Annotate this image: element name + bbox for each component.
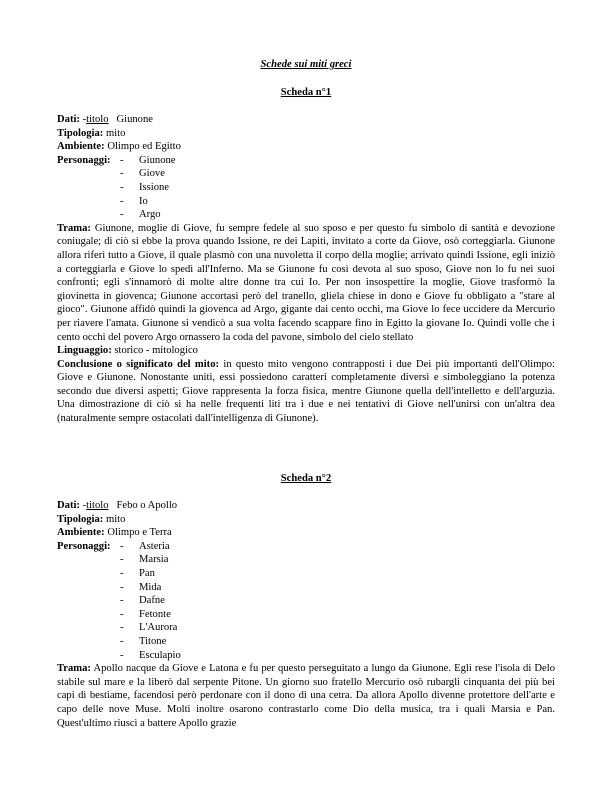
list-bullet: - — [120, 554, 124, 566]
personaggi-item — [57, 208, 555, 222]
dati-dash: - — [82, 114, 87, 125]
personaggio: Dafne — [139, 595, 165, 607]
document-title: Schede sui miti greci — [260, 59, 352, 70]
personaggi-item — [57, 649, 555, 663]
tipologia-value: mito — [105, 513, 126, 525]
dati-label: Dati: — [57, 500, 80, 511]
personaggi-item — [57, 553, 555, 567]
titolo-label: titolo — [86, 114, 109, 125]
dati-label: Dati: — [57, 114, 80, 125]
conclusione-paragraph — [57, 358, 555, 426]
personaggi-item — [57, 608, 555, 622]
list-bullet: - — [120, 608, 124, 620]
titolo-value: Giunone — [116, 114, 153, 125]
personaggio: Titone — [139, 635, 167, 647]
personaggi-item — [57, 154, 555, 168]
conclusione-label: Conclusione o significato del mito: — [57, 358, 220, 370]
trama-paragraph — [57, 222, 555, 344]
trama-text: Giunone, moglie di Giove, fu sempre fedele al suo sposo e per questo fu simbolo di santità e devozione coniugale; di ciò si ebbe la prova quando Issione, re dei Lapiti, invitato a corte da Giove, osò corteggiarla. Giunone allora riferì tutto a Giove, il quale plasmò con una nuvoletta il corpo della moglie; arrivato quindi Issione, egli iniziò a corteggiarla e Giove lo spedì all'Inferno. Ma se Giunone fu così devota al suo sposo, Giove non lo fu nei suoi confronti; egli s'innamorò di molte altre donne tra cui Io. Per non insospettire la moglie, Giove trasformò la giovinetta in giovenca; Giunone accortasi però del tranello, gliela chiese in dono e Giove fu obbligato a "stare al gioco". Giunone affidò quindi la giovenca ad Argo, gigante dai cento occhi, ma Giove lo fece uccidere da Mercurio per riavere l'amata. Giunone si vendicò a sua volta facendo scappare fino in Egitto la giovane Io. Quindi volle che i cento occhi del povero Argo ornassero la coda del pavone, simbolo del cielo stellato — [57, 222, 555, 343]
sheet-1-details — [57, 113, 555, 426]
personaggi-item — [57, 195, 555, 209]
ambiente-value: Olimpo e Terra — [107, 527, 172, 539]
personaggio: Marsia — [139, 554, 169, 566]
sheet-2 — [57, 472, 555, 486]
list-bullet: - — [120, 649, 124, 661]
tipologia-label: Tipologia: — [57, 127, 104, 139]
personaggio: Issione — [139, 181, 170, 193]
personaggi-label: Personaggi: — [57, 540, 111, 552]
list-bullet: - — [120, 540, 124, 552]
personaggi-item — [57, 621, 555, 635]
ambiente-line — [57, 140, 555, 154]
personaggio: Asteria — [139, 540, 170, 552]
tipologia-value: mito — [105, 127, 126, 139]
personaggi-item — [57, 167, 555, 181]
titolo-value: Febo o Apollo — [116, 500, 178, 511]
linguaggio-label: Linguaggio: — [57, 345, 112, 357]
personaggio: Giunone — [139, 154, 176, 166]
list-bullet: - — [120, 567, 124, 579]
trama-label: Trama: — [57, 222, 91, 234]
list-bullet: - — [120, 595, 124, 607]
tipologia-label: Tipologia: — [57, 513, 104, 525]
personaggio: Mida — [139, 581, 162, 593]
list-bullet: - — [120, 581, 124, 593]
list-bullet: - — [120, 154, 124, 166]
personaggio: Giove — [139, 168, 165, 180]
tipologia-line — [57, 127, 555, 141]
list-bullet: - — [120, 209, 124, 221]
personaggio: Esculapio — [139, 649, 181, 661]
trama-text: Apollo nacque da Giove e Latona e fu per questo perseguitato a lungo da Giunone. Egli rese l'isola di Delo stabile sul mare e la liberò dal serpente Pitone. Un giorno suo fratello Mercurio osò rubargli cinquanta dei più bei capi di bestiame, facendosi però perdonare con il dono di una cetra. Da allora Apollo divenne protettore dell'arte e capo delle nove Muse. Molti inoltre osarono contrastarlo come Dio della musica, tra i quali Marsia e Pan. Quest'ultimo riuscì a battere Apollo grazie — [57, 663, 555, 729]
list-bullet: - — [120, 622, 124, 634]
personaggi-label: Personaggi: — [57, 154, 111, 166]
list-bullet: - — [120, 168, 124, 180]
personaggi-item — [57, 181, 555, 195]
ambiente-label: Ambiente: — [57, 527, 105, 539]
dati-line — [57, 113, 555, 127]
ambiente-label: Ambiente: — [57, 141, 105, 153]
list-bullet: - — [120, 181, 124, 193]
conclusione-text: in questo mito vengono contrapposti i due Dei più importanti dell'Olimpo: Giove e Giunone. Nonostante uniti, essi possiedono caratteri completamente diversi e simboleggiano la potenza secondo due diversi aspetti; Giove rappresenta la forza fisica, mentre Giunone quella dell'intelletto e dell'arguzia. Una dimostrazione di ciò si ha nelle frequenti liti tra i due e nei tentativi di Giove nell'unirsi con un'altra dea (naturalmente sempre ostacolati dall'intelligenza di Giunone). — [57, 358, 556, 425]
list-bullet: - — [120, 195, 124, 207]
personaggi-item — [57, 567, 555, 581]
tipologia-line — [57, 513, 555, 527]
ambiente-line — [57, 526, 555, 540]
sheet-1 — [57, 86, 555, 100]
dati-line — [57, 499, 555, 513]
trama-label: Trama: — [57, 663, 91, 675]
linguaggio-value: storico - mitologico — [114, 345, 198, 357]
sheet-heading: Scheda n°2 — [280, 473, 332, 484]
personaggi-item — [57, 581, 555, 595]
personaggi-item — [57, 540, 555, 554]
list-bullet: - — [120, 635, 124, 647]
sheet-heading: Scheda n°1 — [280, 87, 332, 98]
trama-paragraph — [57, 662, 555, 730]
personaggio: Argo — [139, 209, 161, 221]
titolo-label: titolo — [86, 500, 109, 511]
personaggio: Io — [139, 195, 148, 207]
personaggio: Fetonte — [139, 608, 171, 620]
personaggi-item — [57, 635, 555, 649]
linguaggio-line — [57, 344, 555, 358]
dati-dash: - — [82, 500, 87, 511]
personaggio: L'Aurora — [139, 622, 178, 634]
sheet-2-details — [57, 499, 555, 730]
ambiente-value: Olimpo ed Egitto — [107, 141, 181, 153]
personaggi-item — [57, 594, 555, 608]
personaggio: Pan — [139, 567, 155, 579]
